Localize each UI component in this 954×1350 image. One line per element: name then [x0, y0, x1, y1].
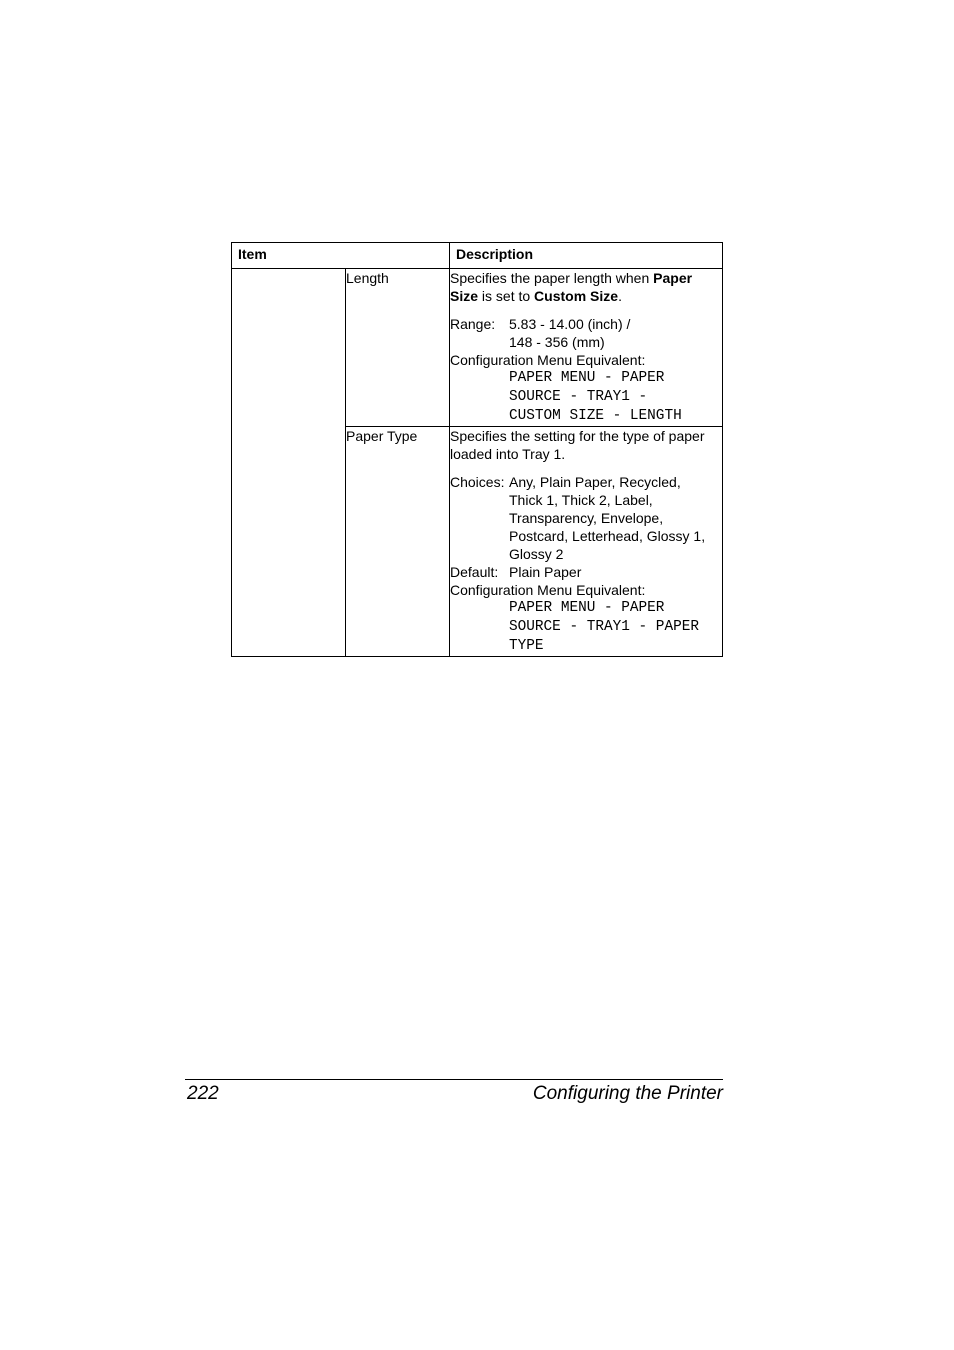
range-label: Range: — [450, 316, 496, 332]
length-intro: Specifies the paper length when Paper Size is set to Custom Size. — [450, 270, 693, 304]
page-number: 222 — [187, 1083, 219, 1104]
item-group-cell — [232, 269, 346, 657]
config-path-line: PAPER MENU - PAPER — [509, 600, 665, 616]
header-item: Item — [232, 243, 450, 269]
default — [450, 563, 722, 581]
header-description: Description — [450, 243, 723, 269]
sub-item-length: Length — [346, 269, 450, 427]
config-label: Configuration Menu Equivalent: — [450, 582, 646, 598]
choices-line: Transparency, Envelope, — [509, 510, 664, 526]
default-label: Default: — [450, 564, 499, 580]
choices-label: Choices: — [450, 474, 505, 490]
paper-type-intro: Specifies the setting for the type of paper loaded into Tray 1. — [450, 428, 705, 462]
config-label: Configuration Menu Equivalent: — [450, 352, 646, 368]
choices — [450, 473, 722, 491]
choices-line: Postcard, Letterhead, Glossy 1, — [509, 528, 706, 544]
config-path-line: TYPE — [509, 638, 544, 654]
description-length — [450, 269, 723, 427]
description-paper-type — [450, 427, 723, 657]
config-path-line: SOURCE - TRAY1 - — [509, 389, 648, 405]
choices-line: Any, Plain Paper, Recycled, — [509, 474, 681, 490]
config-path-line: CUSTOM SIZE - LENGTH — [509, 408, 682, 424]
settings-table — [231, 242, 723, 657]
range-value-mm: 148 - 356 (mm) — [509, 334, 605, 350]
config-path-line: PAPER MENU - PAPER — [509, 370, 665, 386]
choices-line: Thick 1, Thick 2, Label, — [509, 492, 653, 508]
length-range — [450, 315, 722, 333]
range-value-inch: 5.83 - 14.00 (inch) / — [509, 316, 631, 332]
config-path-line: SOURCE - TRAY1 - PAPER — [509, 619, 699, 635]
footer-divider — [185, 1079, 723, 1080]
sub-item-paper-type: Paper Type — [346, 427, 450, 657]
table-header-row — [232, 243, 723, 269]
choices-line: Glossy 2 — [509, 546, 564, 562]
table-row — [232, 269, 723, 427]
chapter-title: Configuring the Printer — [532, 1083, 723, 1104]
default-value: Plain Paper — [509, 564, 582, 580]
